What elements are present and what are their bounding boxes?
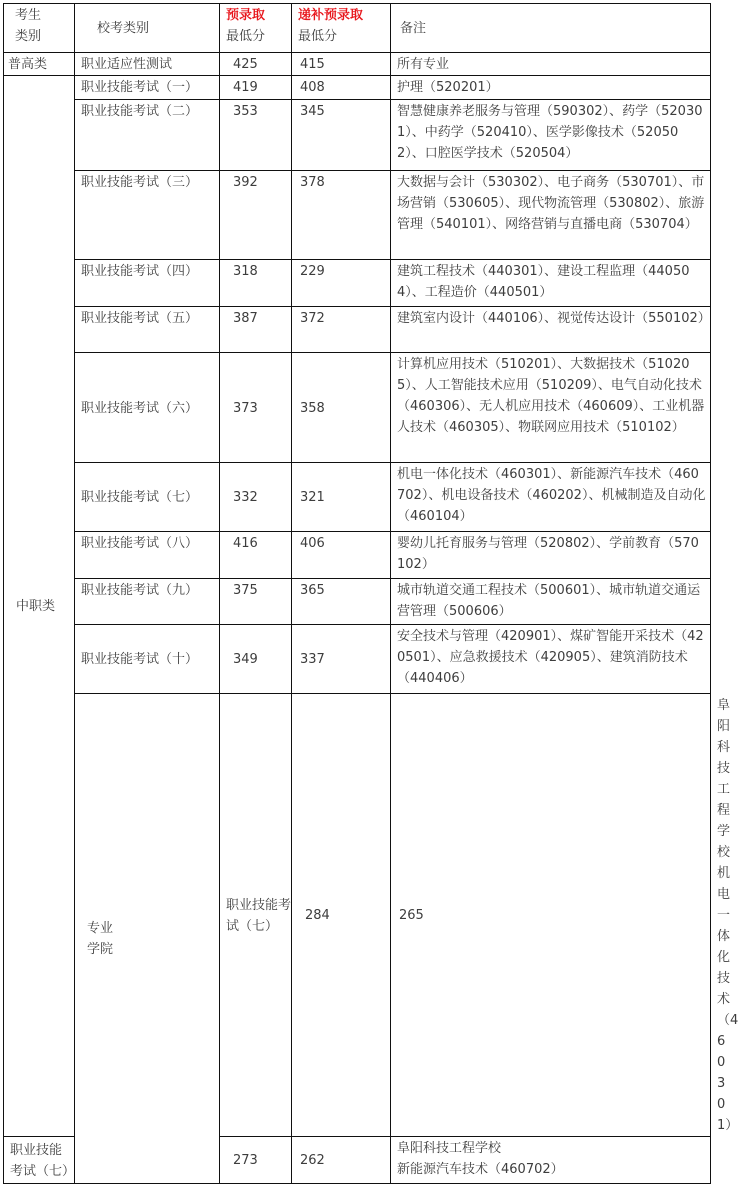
exam-name: 职业技能考试（九） [75, 579, 220, 625]
group-zhuanye: 专业 学院 [75, 694, 220, 1184]
exam-name: 职业技能考试（七） [75, 463, 220, 532]
exam-name: 职业技能考试（三） [75, 171, 220, 260]
exam-name: 职业适应性测试 [75, 53, 220, 76]
supp-score: 365 [292, 579, 391, 625]
table-row [4, 53, 711, 76]
table-row [4, 171, 711, 260]
exam-name: 职业技能考试（一） [75, 76, 220, 100]
header-supplementary-min: 递补预录取 最低分 [292, 4, 391, 53]
table-row [4, 625, 711, 694]
supp-score: 337 [292, 625, 391, 694]
group-putong: 普高类 [4, 53, 75, 76]
notes: 计算机应用技术（510201）、大数据技术（510205）、人工智能技术应用（510209）、电气自动化技术（460306）、无人机应用技术（460609）、工业机器人技术（460305）、物联网应用技术（510102） [391, 353, 711, 463]
notes: 智慧健康养老服务与管理（590302）、药学（520301）、中药学（520410）、医学影像技术（520502）、口腔医学技术（520504） [391, 100, 711, 171]
group-zhongzhi: 中职类 [4, 76, 75, 1137]
table-row [4, 353, 711, 463]
supp-score: 321 [292, 463, 391, 532]
pre-score: 318 [220, 260, 292, 307]
table-row: 专业 学院 职业技能考试（七） 284 265 阜阳科技工程学校 机电一体化技术（460301） [4, 694, 711, 1137]
pre-score: 373 [220, 353, 292, 463]
table-row [4, 307, 711, 353]
exam-name: 职业技能考试（七） [4, 1137, 75, 1184]
notes: 安全技术与管理（420901）、煤矿智能开采技术（420501）、应急救援技术（420905）、建筑消防技术（440406） [391, 625, 711, 694]
exam-name: 职业技能考试（六） [75, 353, 220, 463]
supp-score: 415 [292, 53, 391, 76]
header-student-category: 考生 类别 [4, 4, 75, 53]
notes: 护理（520201） [391, 76, 711, 100]
supp-score: 408 [292, 76, 391, 100]
pre-score: 273 [220, 1137, 292, 1184]
pre-score: 419 [220, 76, 292, 100]
supp-score: 358 [292, 353, 391, 463]
notes: 机电一体化技术（460301）、新能源汽车技术（460702）、机电设备技术（460202）、机械制造及自动化（460104） [391, 463, 711, 532]
supp-score: 229 [292, 260, 391, 307]
supp-score: 262 [292, 1137, 391, 1184]
exam-name: 职业技能考试（十） [75, 625, 220, 694]
notes: 阜阳科技工程学校 新能源汽车技术（460702） [391, 1137, 711, 1184]
exam-name: 职业技能考试（二） [75, 100, 220, 171]
exam-name: 职业技能考试（八） [75, 532, 220, 579]
pre-score: 284 [292, 694, 391, 1137]
header-pre-admission-min: 预录取 最低分 [220, 4, 292, 53]
pre-score: 353 [220, 100, 292, 171]
supp-score: 406 [292, 532, 391, 579]
table-row [4, 532, 711, 579]
pre-score: 349 [220, 625, 292, 694]
notes: 婴幼儿托育服务与管理（520802）、学前教育（570102） [391, 532, 711, 579]
admission-score-table [3, 3, 738, 1184]
pre-score: 375 [220, 579, 292, 625]
notes: 所有专业 [391, 53, 711, 76]
exam-name: 职业技能考试（四） [75, 260, 220, 307]
notes: 城市轨道交通工程技术（500601）、城市轨道交通运营管理（500606） [391, 579, 711, 625]
supp-score: 378 [292, 171, 391, 260]
header-exam-category: 校考类别 [75, 4, 220, 53]
supp-score: 265 [391, 694, 711, 1137]
pre-score: 387 [220, 307, 292, 353]
table-row [4, 579, 711, 625]
pre-score: 425 [220, 53, 292, 76]
table-row [4, 76, 711, 100]
pre-score: 332 [220, 463, 292, 532]
supp-score: 372 [292, 307, 391, 353]
notes: 大数据与会计（530302）、电子商务（530701）、市场营销（530605）、现代物流管理（530802）、旅游管理（540101）、网络营销与直播电商（530704） [391, 171, 711, 260]
header-row [4, 4, 711, 53]
table-row [4, 100, 711, 171]
notes: 建筑工程技术（440301）、建设工程监理（440504）、工程造价（440501） [391, 260, 711, 307]
pre-score: 392 [220, 171, 292, 260]
supp-score: 345 [292, 100, 391, 171]
table-row [4, 260, 711, 307]
exam-name: 职业技能考试（五） [75, 307, 220, 353]
notes: 建筑室内设计（440106）、视觉传达设计（550102） [391, 307, 711, 353]
exam-name: 职业技能考试（七） [220, 694, 292, 1137]
table-row [4, 463, 711, 532]
pre-score: 416 [220, 532, 292, 579]
header-notes: 备注 [391, 4, 711, 53]
